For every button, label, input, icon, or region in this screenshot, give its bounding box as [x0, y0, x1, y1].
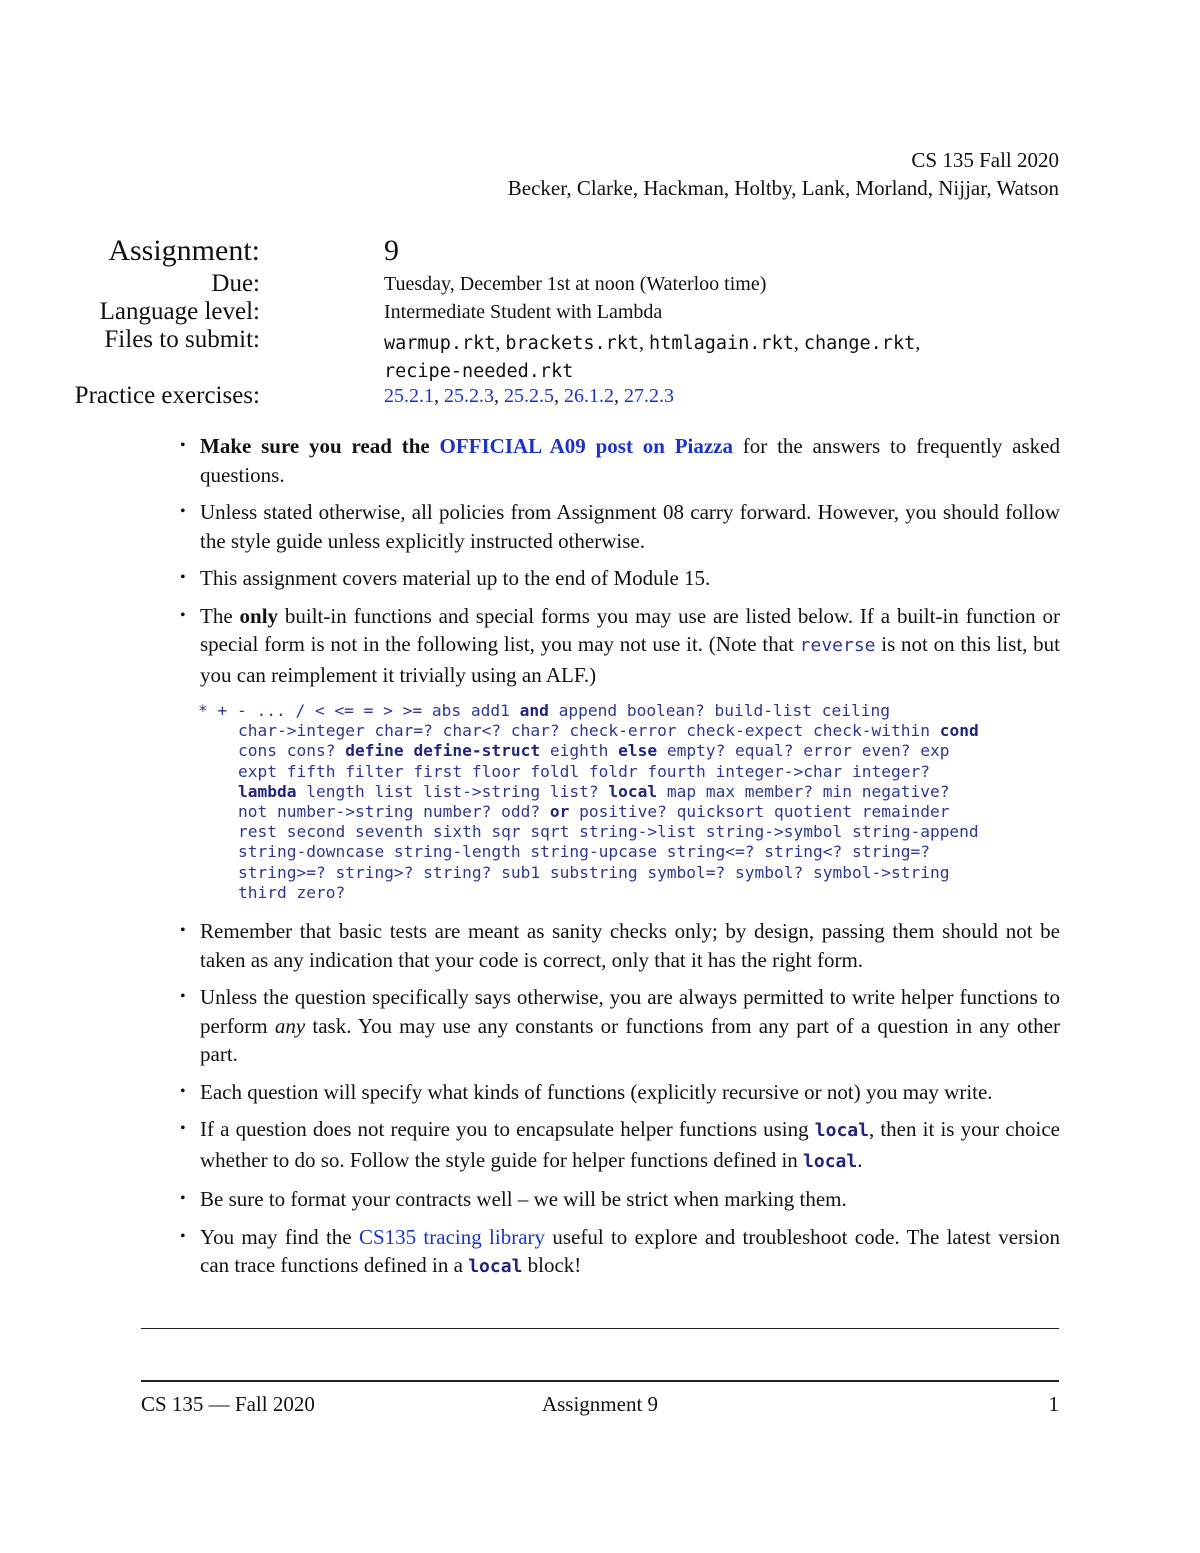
list-item: • Unless stated otherwise, all policies from Assignment 08 carry forward. However, you should follow the style guide unless explicitly instructed otherwise.	[180, 498, 1060, 555]
instructor-list: Becker, Clarke, Hackman, Holtby, Lank, Morland, Nijjar, Watson	[507, 176, 1059, 200]
list-item: • This assignment covers material up to the end of Module 15.	[180, 564, 1060, 593]
page-number: 1	[1048, 1392, 1059, 1416]
code-local: local	[468, 1256, 523, 1278]
due-value: Tuesday, December 1st at noon (Waterloo time)	[384, 273, 767, 295]
tracing-library-link[interactable]: CS135 tracing library	[358, 1224, 546, 1249]
page-footer	[141, 1392, 1059, 1422]
file-name: change.rkt	[803, 333, 916, 354]
code-local: local	[803, 1150, 858, 1172]
list-item: • Unless the question specifically says otherwise, you are always permitted to write helper functions to perform any task. You may use any constants or functions from any part of a question in any other part.	[180, 983, 1060, 1069]
practice-row	[0, 382, 1100, 410]
language-row	[0, 298, 1100, 326]
allowed-functions-list	[200, 701, 1080, 903]
list-item: • Make sure you read the OFFICIAL A09 post on Piazza for the answers to frequently asked questions.	[180, 432, 1060, 489]
assignment-info	[0, 232, 1100, 410]
piazza-note: Make sure you read the OFFICIAL A09 post on Piazza	[200, 434, 734, 458]
footer-divider	[141, 1380, 1059, 1382]
language-label: Language level:	[99, 298, 260, 325]
assignment-label: Assignment:	[108, 234, 260, 267]
footer-assignment: Assignment 9	[541, 1392, 659, 1416]
code-line: third zero?	[238, 882, 346, 902]
instructions-list	[180, 432, 1060, 1291]
list-item: • If a question does not require you to encapsulate helper functions using local, then it is your choice whether to do so. Follow the style guide for helper functions defined in local.	[180, 1115, 1060, 1176]
code-local: local	[814, 1120, 869, 1142]
code-line: expt fifth filter first floor foldl foldr fourth integer->char integer?	[238, 761, 930, 781]
due-row	[0, 270, 1100, 298]
practice-link[interactable]: 25.2.3	[444, 385, 494, 407]
assignment-number: 9	[384, 234, 399, 267]
list-item: • The only built-in functions and special forms you may use are listed below. If a built-in function or special form is not in the following list, you may not use it. (Note that reverse is not on this list, but you can reimplement it trivially using an ALF.) * + - ... / < <= = > >= abs add1 and append boolean? build-list ceiling char->integer char=? char<? char? check-error check-expect check-within cond cons cons? define define-struct eighth else empty? equal? error even? exp expt fifth filter first floor foldl foldr fourth integer->char integer? lambda length list list->string list? local map max member? min negative? not number->string number? odd? or positive? quicksort quotient remainder rest second seventh sixth sqr sqrt string->list string->symbol string-append string-downcase string-length string-upcase string<=? string<? string=? string>=? string>? string? sub1 substring symbol=? symbol? symbol->string third zero?	[180, 602, 1060, 904]
list-item: • Remember that basic tests are meant as sanity checks only; by design, passing them should not be taken as any indication that your code is correct, only that it has the right form.	[180, 917, 1060, 974]
code-line: lambda length list list->string list? local map max member? min negative?	[238, 781, 950, 801]
file-name: brackets.rkt	[505, 333, 640, 354]
code-line: cons cons? define define-struct eighth else empty? equal? error even? exp	[238, 741, 950, 761]
course-title: CS 135 Fall 2020	[911, 148, 1059, 172]
piazza-link[interactable]: OFFICIAL A09 post on Piazza	[439, 434, 734, 458]
code-reverse: reverse	[799, 635, 876, 656]
practice-link[interactable]: 26.1.2	[564, 385, 614, 407]
list-item: • You may find the CS135 tracing library useful to explore and troubleshoot code. The latest version can trace functions defined in a local block!	[180, 1223, 1060, 1282]
files-list: warmup.rkt, brackets.rkt, htmlagain.rkt, change.rkt, recipe-needed.rkt	[384, 332, 921, 382]
code-line: string-downcase string-length string-upcase string<=? string<? string=?	[238, 842, 930, 862]
due-label: Due:	[211, 270, 260, 297]
practice-link[interactable]: 25.2.5	[504, 385, 554, 407]
code-line: rest second seventh sixth sqr sqrt string->list string->symbol string-append	[238, 822, 979, 842]
files-row	[0, 326, 1100, 382]
practice-link[interactable]: 27.2.3	[624, 385, 674, 407]
code-line: * + - ... / < <= = > >= abs add1 and append boolean? build-list ceiling	[198, 701, 890, 720]
course-header	[508, 146, 1059, 202]
footer-course: CS 135 — Fall 2020	[141, 1392, 315, 1416]
file-name: warmup.rkt	[384, 333, 496, 354]
practice-label: Practice exercises:	[74, 382, 260, 409]
code-line: not number->string number? odd? or positive? quicksort quotient remainder	[238, 802, 950, 822]
file-name: recipe-needed.rkt	[384, 361, 574, 382]
list-item: • Each question will specify what kinds of functions (explicitly recursive or not) you may write.	[180, 1078, 1060, 1107]
assignment-row	[0, 232, 1100, 270]
language-value: Intermediate Student with Lambda	[384, 301, 663, 323]
practice-link[interactable]: 25.2.1	[384, 385, 434, 407]
practice-links: 25.2.1, 25.2.3, 25.2.5, 26.1.2, 27.2.3	[384, 385, 674, 407]
list-item: • Be sure to format your contracts well – we will be strict when marking them.	[180, 1185, 1060, 1214]
code-line: string>=? string>? string? sub1 substring symbol=? symbol? symbol->string	[238, 862, 950, 882]
divider	[141, 1328, 1059, 1329]
file-name: htmlagain.rkt	[649, 333, 794, 354]
files-label: Files to submit:	[104, 326, 260, 353]
code-line: char->integer char=? char<? char? check-error check-expect check-within cond	[238, 721, 979, 741]
